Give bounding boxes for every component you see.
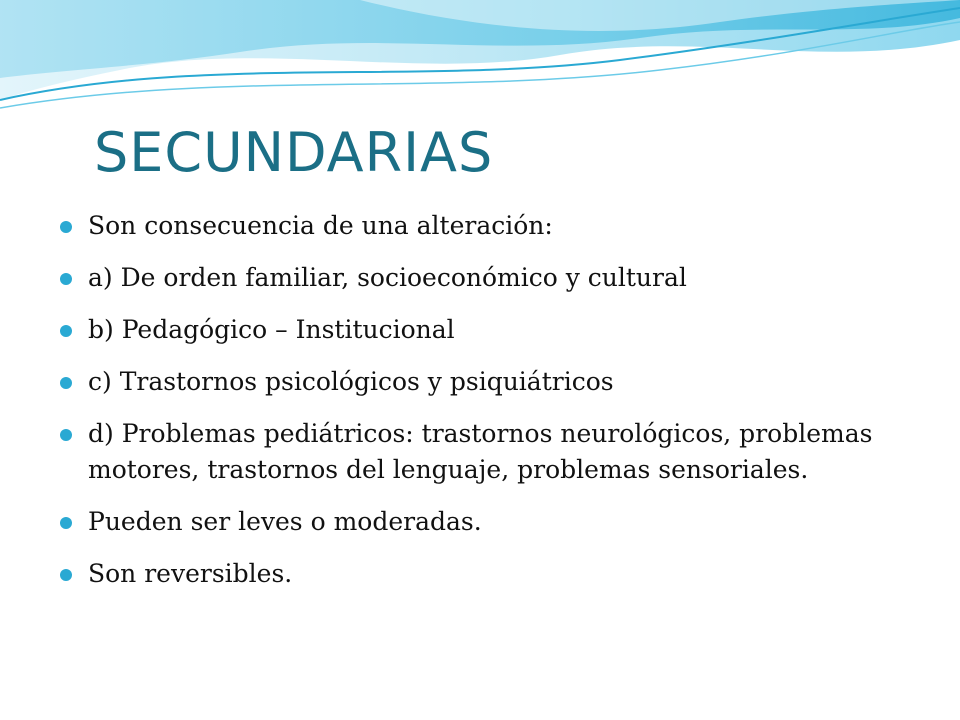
bullet-item [60, 208, 920, 244]
bullet-text: b) Pedagógico – Institucional [88, 315, 455, 344]
bullet-text: Son consecuencia de una alteración: [88, 211, 553, 240]
bullet-dot-icon [60, 569, 72, 581]
bullet-text: d) Problemas pediátricos: trastornos neurológicos, problemas motores, trastornos del lenguaje, problemas sensoriales. [88, 419, 873, 484]
bullet-dot-icon [60, 325, 72, 337]
slide-title: SECUNDARIAS [94, 121, 494, 184]
bullet-text: a) De orden familiar, socioeconómico y cultural [88, 263, 687, 292]
bullet-list [60, 208, 920, 608]
bullet-dot-icon [60, 517, 72, 529]
bullet-item [60, 364, 920, 400]
header-wave-decoration [0, 0, 960, 120]
bullet-item [60, 260, 920, 296]
bullet-dot-icon [60, 377, 72, 389]
bullet-dot-icon [60, 273, 72, 285]
bullet-dot-icon [60, 429, 72, 441]
bullet-text: Pueden ser leves o moderadas. [88, 507, 482, 536]
bullet-text: Son reversibles. [88, 559, 293, 588]
bullet-item [60, 556, 920, 592]
bullet-text: c) Trastornos psicológicos y psiquiátricos [88, 367, 614, 396]
bullet-dot-icon [60, 221, 72, 233]
bullet-item [60, 504, 920, 540]
bullet-item [60, 416, 920, 488]
bullet-item [60, 312, 920, 348]
